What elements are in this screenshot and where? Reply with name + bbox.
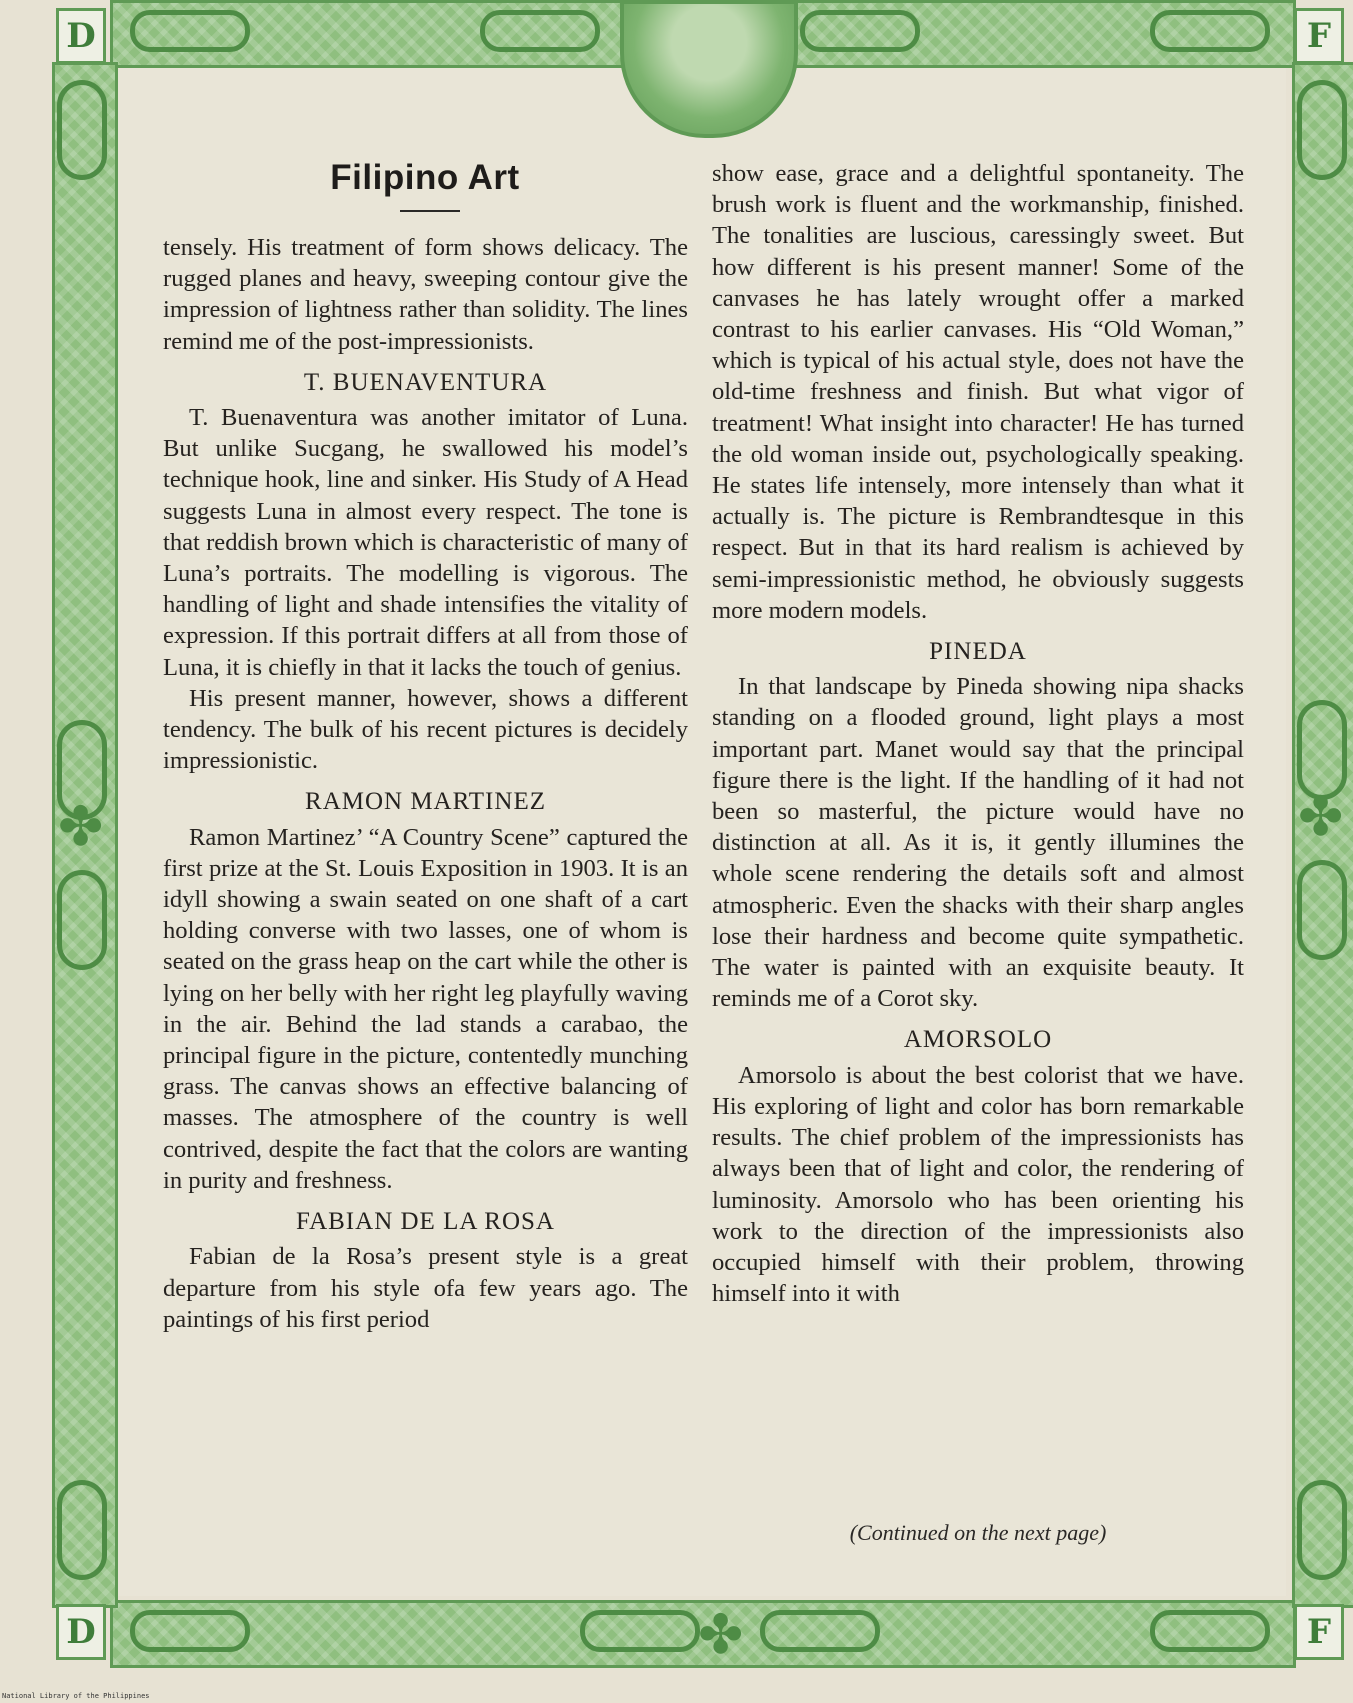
- scroll-ornament-icon: [1297, 860, 1347, 960]
- clover-ornament-icon: ✤: [698, 1603, 744, 1666]
- continued-note: (Continued on the next page): [849, 1520, 1107, 1545]
- scroll-ornament-icon: [130, 10, 250, 52]
- scroll-ornament-icon: [1150, 10, 1270, 52]
- scroll-ornament-icon: [760, 1610, 880, 1652]
- scroll-ornament-icon: [130, 1610, 250, 1652]
- scroll-ornament-icon: [1297, 1480, 1347, 1580]
- corner-monogram-top-right: F: [1294, 8, 1344, 64]
- scroll-ornament-icon: [57, 870, 107, 970]
- scroll-ornament-icon: [480, 10, 600, 52]
- paragraph: tensely. His treatment of form shows delicacy. The rugged planes and heavy, sweeping contour give the impression of lightness rather than solidity. The lines remind me of the post-impressionists.: [163, 234, 688, 355]
- clover-ornament-icon: ✤: [58, 795, 104, 858]
- scroll-ornament-icon: [580, 1610, 700, 1652]
- scroll-ornament-icon: [1297, 80, 1347, 180]
- corner-monogram-bottom-right: F: [1294, 1604, 1344, 1660]
- page-title: Filipino Art: [330, 158, 520, 197]
- scroll-ornament-icon: [1150, 1610, 1270, 1652]
- section-heading: FABIAN DE LA ROSA: [296, 1208, 555, 1236]
- section-heading: RAMON MARTINEZ: [305, 788, 546, 816]
- paragraph: Fabian de la Rosa’s present style is a great departure from his style ofa few years ago. The paintings of his first period: [163, 1243, 688, 1333]
- left-column: [163, 232, 688, 1335]
- corner-monogram-top-left: D: [56, 8, 106, 64]
- section-heading: AMORSOLO: [903, 1026, 1053, 1054]
- paragraph: Ramon Martinez’ “A Country Scene” captured the first prize at the St. Louis Exposition in 1903. It is an idyll showing a swain seated on one shaft of a cart holding converse with two lasses, one of whom is seated on the grass heap on the cart while the other is lying on her belly with her right leg playfully waving in the air. Behind the lad stands a carabao, the principal figure in the picture, contentedly munching grass. The canvas shows an effective balancing of masses. The atmosphere of the country is well contrived, despite the fact that the colors are wanting in purity and freshness.: [163, 823, 688, 1194]
- section-heading: T. BUENAVENTURA: [303, 368, 548, 396]
- title-underline: [400, 210, 460, 212]
- scroll-ornament-icon: [57, 80, 107, 180]
- corner-monogram-bottom-left: D: [56, 1604, 106, 1660]
- paragraph: T. Buenaventura was another imitator of Luna. But unlike Sucgang, he swallowed his model’s technique hook, line and sinker. His Study of A Head suggests Luna in almost every respect. The tone is that reddish brown which is characteristic of many of Luna’s portraits. The modelling is vigorous. The handling of light and shade intensifies the vitality of expression. If this portrait differs at all from those of Luna, it is chiefly in that it lacks the touch of genius.: [163, 404, 688, 681]
- paragraph: show ease, grace and a delightful spontaneity. The brush work is fluent and the workmanship, finished. The tonalities are luscious, caressingly sweet. But how different is his present manner! Some of the canvases he has lately wrought offer a marked contrast to his earlier canvases. His “Old Woman,” which is typical of his actual style, does not have the old-time freshness and finish. But what vigor of treatment! What insight into character! He has turned the old woman inside out, psychologically speaking. He states life intensely, more intensely than what it actually is. The picture is Rembrandtesque in this respect. But in that its hard realism is achieved by semi-impressionistic method, he obviously suggests more modern models.: [712, 160, 1244, 624]
- paragraph: Amorsolo is about the best colorist that we have. His exploring of light and color has born remarkable results. The chief problem of the impressionists has always been that of light and color, the rendering of luminosity. Amorsolo who has been orienting his work to the direction of the impressionists also occupied himself with their problem, throwing himself into it with: [712, 1061, 1244, 1308]
- paragraph: In that landscape by Pineda showing nipa shacks standing on a flooded ground, light plays a most important part. Manet would say that the principal figure there is the light. If the handling of it had not been so masterful, the picture would have no distinction at all. As it is, it gently illumines the whole scene rendering the details soft and almost atmospheric. Even the shacks with their sharp angles lose their hardness and become quite sympathetic. The water is painted with an exquisite beauty. It reminds me of a Corot sky.: [712, 673, 1244, 1013]
- clover-ornament-icon: ✤: [1298, 785, 1344, 848]
- library-credit: National Library of the Philippines: [2, 1692, 150, 1700]
- right-column: [712, 158, 1244, 1309]
- section-heading: PINEDA: [929, 638, 1027, 666]
- paragraph: His present manner, however, shows a different tendency. The bulk of his recent pictures is decidely impressionistic.: [163, 684, 688, 775]
- scroll-ornament-icon: [800, 10, 920, 52]
- scroll-ornament-icon: [57, 1480, 107, 1580]
